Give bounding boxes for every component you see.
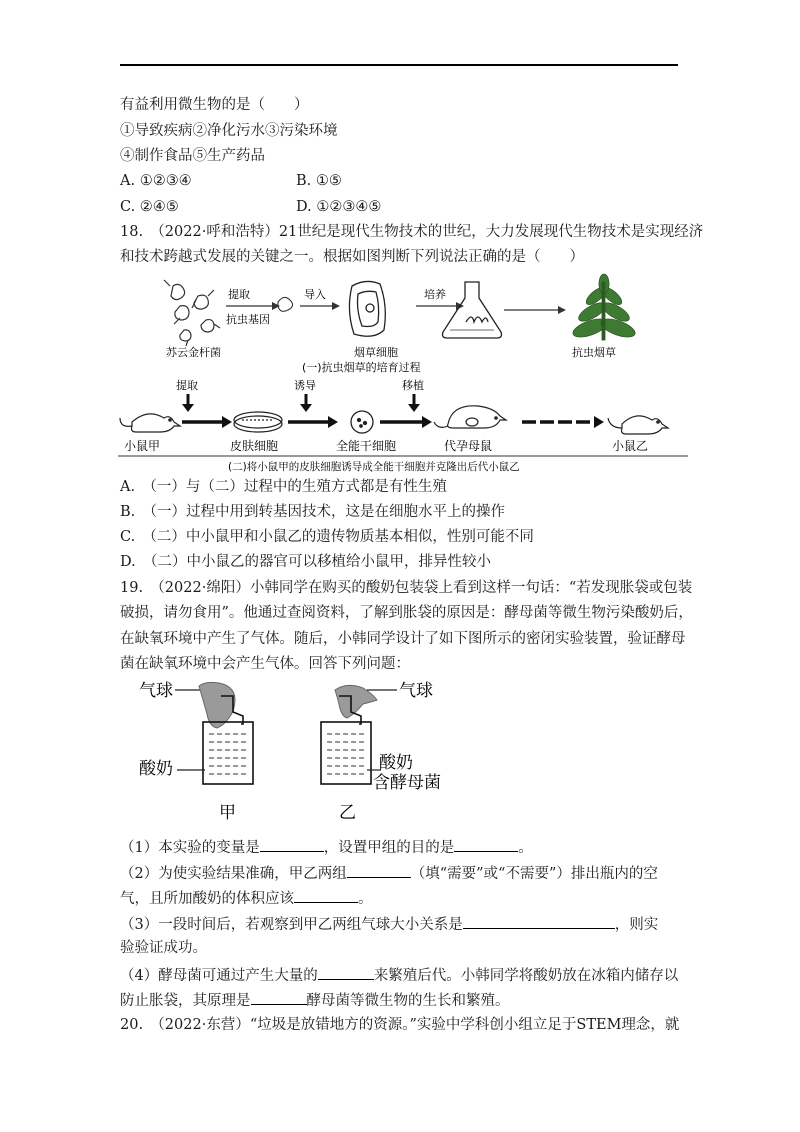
q19-sub-3-text-b: ，则实 [614, 917, 659, 933]
q19-sub-4-text-c: 防止胀袋，其原理是 [120, 993, 251, 1009]
q19-sub-1 [120, 836, 533, 858]
q19-sub-2-text-a: （2）为使实验结果准确，甲乙两组 [120, 866, 347, 882]
arrow-head-grow [558, 306, 566, 314]
label-culture: 培养 [424, 288, 446, 301]
mouse-a-icon [120, 414, 180, 432]
q19-sub-4-text-d: 酵母菌等微生物的生长和繁殖。 [306, 993, 510, 1009]
q19-stem-line-1: 19. （2022·绵阳）小韩同学在购买的酸奶包装袋上看到这样一句话：“若发现胀袋或包装 [120, 580, 693, 596]
arrow-head-mouse-skin [222, 416, 232, 428]
label-extract-2: 提取 [176, 379, 198, 392]
label-cell: 烟草细胞 [354, 346, 398, 359]
down-arrow-head-transplant [408, 404, 420, 412]
arrow-head-skin-stem [328, 416, 338, 428]
tobacco-plant-icon [571, 274, 638, 341]
balloon-jia-icon [199, 682, 235, 728]
q19-stem-line-2: 破损，请勿食用”。他通过查阅资料，了解到胀袋的原因是：酵母菌等微生物污染酸奶后， [120, 605, 693, 621]
bacteria-illustration [164, 280, 220, 346]
yogurt-yi [327, 734, 367, 774]
caption-part-2: (二)将小鼠甲的皮肤细胞诱导成全能干细胞并克隆出后代小鼠乙 [228, 461, 520, 473]
label-plant: 抗虫烟草 [572, 346, 616, 359]
label-jia: 甲 [219, 803, 236, 823]
label-bacteria: 苏云金杆菌 [166, 346, 221, 359]
q19-sub-4-blank-1[interactable] [318, 964, 374, 980]
q18-option-a: A. （一）与（二）过程中的生殖方式都是有性生殖 [120, 479, 447, 495]
label-yogurt-yi: 酸奶 [379, 753, 413, 773]
label-extract-1: 提取 [228, 288, 250, 301]
q19-sub-1-blank-2[interactable] [454, 836, 518, 852]
q19-sub-4-cont [120, 989, 510, 1011]
label-yi: 乙 [339, 803, 356, 823]
header-rule [120, 64, 678, 66]
q19-sub-2-text-b: （填“需要”或“不需要”）排出瓶内的空 [410, 866, 658, 882]
q17-items-1: ①导致疾病②净化污水③污染环境 [120, 123, 338, 139]
q19-figure [135, 678, 445, 828]
q19-sub-2-blank-1[interactable] [347, 862, 411, 878]
q20-stem-line-1: 20. （2022·东营）“垃圾是放错地方的资源。”实验中学科创小组立足于STEM理念，就 [120, 1017, 680, 1033]
q17-option-d: D. ①②③④⑤ [296, 199, 382, 215]
q19-sub-2-text-d: 。 [358, 891, 373, 907]
q17-option-b: B. ①⑤ [296, 173, 342, 189]
q19-sub-4-text-b: 来繁殖后代。小韩同学将酸奶放在冰箱内储存以 [373, 968, 679, 984]
q19-sub-3-text-a: （3）一段时间后，若观察到甲乙两组气球大小关系是 [120, 917, 463, 933]
gene-icon [278, 297, 293, 311]
label-induce: 诱导 [294, 379, 316, 392]
q19-sub-1-text-a: （1）本实验的变量是 [120, 840, 260, 856]
label-yogurt-jia: 酸奶 [139, 759, 173, 779]
q17-option-c: C. ②④⑤ [120, 199, 179, 215]
label-skin-cell: 皮肤细胞 [230, 439, 279, 453]
q17-stem: 有益利用微生物的是（ ） [120, 97, 309, 113]
arrow-head-import [332, 302, 340, 310]
down-arrow-head-extract [182, 404, 194, 412]
q18-stem-line-1: 18. （2022·呼和浩特）21世纪是现代生物技术的世纪，大力发展现代生物技术是实现经济 [120, 224, 704, 240]
down-arrow-head-induce [300, 404, 312, 412]
q18-stem-line-2: 和技术跨越式发展的关键之一。根据如图判断下列说法正确的是（ ） [120, 249, 584, 265]
mouse-b-icon [608, 416, 668, 434]
q19-sub-1-text-b: ，设置甲组的目的是 [323, 840, 455, 856]
culture-flask-icon [443, 282, 502, 338]
label-surrogate: 代孕母鼠 [444, 439, 493, 453]
label-yeast: 含酵母菌 [373, 773, 441, 793]
label-transplant: 移植 [402, 379, 424, 392]
label-balloon-jia: 气球 [139, 681, 173, 701]
q19-sub-2-blank-2[interactable] [294, 887, 358, 903]
label-stem-cell: 全能干细胞 [336, 439, 397, 453]
tobacco-cell-icon [349, 281, 385, 336]
q17-option-a: A. ①②③④ [120, 173, 192, 189]
q18-option-d: D. （二）中小鼠乙的器官可以移植给小鼠甲，排异性较小 [120, 554, 491, 570]
q19-sub-1-text-c: 。 [518, 840, 533, 856]
label-balloon-yi: 气球 [399, 681, 433, 701]
q19-sub-4 [120, 964, 678, 986]
q19-sub-2 [120, 862, 658, 884]
q18-option-b: B. （一）过程中用到转基因技术，这是在细胞水平上的操作 [120, 504, 506, 520]
label-mouse-a: 小鼠甲 [124, 439, 161, 453]
q18-option-c: C. （二）中小鼠甲和小鼠乙的遗传物质基本相似，性别可能不同 [120, 529, 534, 545]
q19-sub-3-blank[interactable] [463, 913, 615, 929]
petri-dish-icon [234, 412, 282, 432]
label-gene: 抗虫基因 [226, 313, 270, 326]
yogurt-jia [209, 734, 249, 774]
label-mouse-b: 小鼠乙 [612, 439, 649, 453]
q19-sub-1-blank-1[interactable] [260, 836, 324, 852]
q19-sub-3-cont: 验验证成功。 [120, 940, 207, 956]
q19-sub-4-blank-2[interactable] [251, 989, 307, 1005]
caption-part-1: (一)抗虫烟草的培育过程 [302, 361, 421, 374]
q17-items-2: ④制作食品⑤生产药品 [120, 148, 265, 164]
surrogate-mouse-icon [434, 406, 506, 428]
label-import: 导入 [304, 288, 326, 301]
q19-stem-line-3: 在缺氧环境中产生了气体。随后，小韩同学设计了如下图所示的密闭实验装置，验证酵母 [120, 631, 686, 647]
q18-figure [118, 272, 688, 474]
q19-sub-3 [120, 913, 658, 935]
q19-stem-line-4: 菌在缺氧环境中会产生气体。回答下列问题： [120, 656, 410, 672]
q19-sub-2-text-c: 气，且所加酸奶的体积应该 [120, 891, 294, 907]
q19-sub-4-text-a: （4）酵母菌可通过产生大量的 [120, 968, 318, 984]
stem-cell-icon [351, 411, 373, 433]
q19-sub-2-cont [120, 887, 373, 909]
arrow-head-surrogate-offspring [594, 416, 604, 428]
arrow-head-stem-surrogate [422, 416, 432, 428]
